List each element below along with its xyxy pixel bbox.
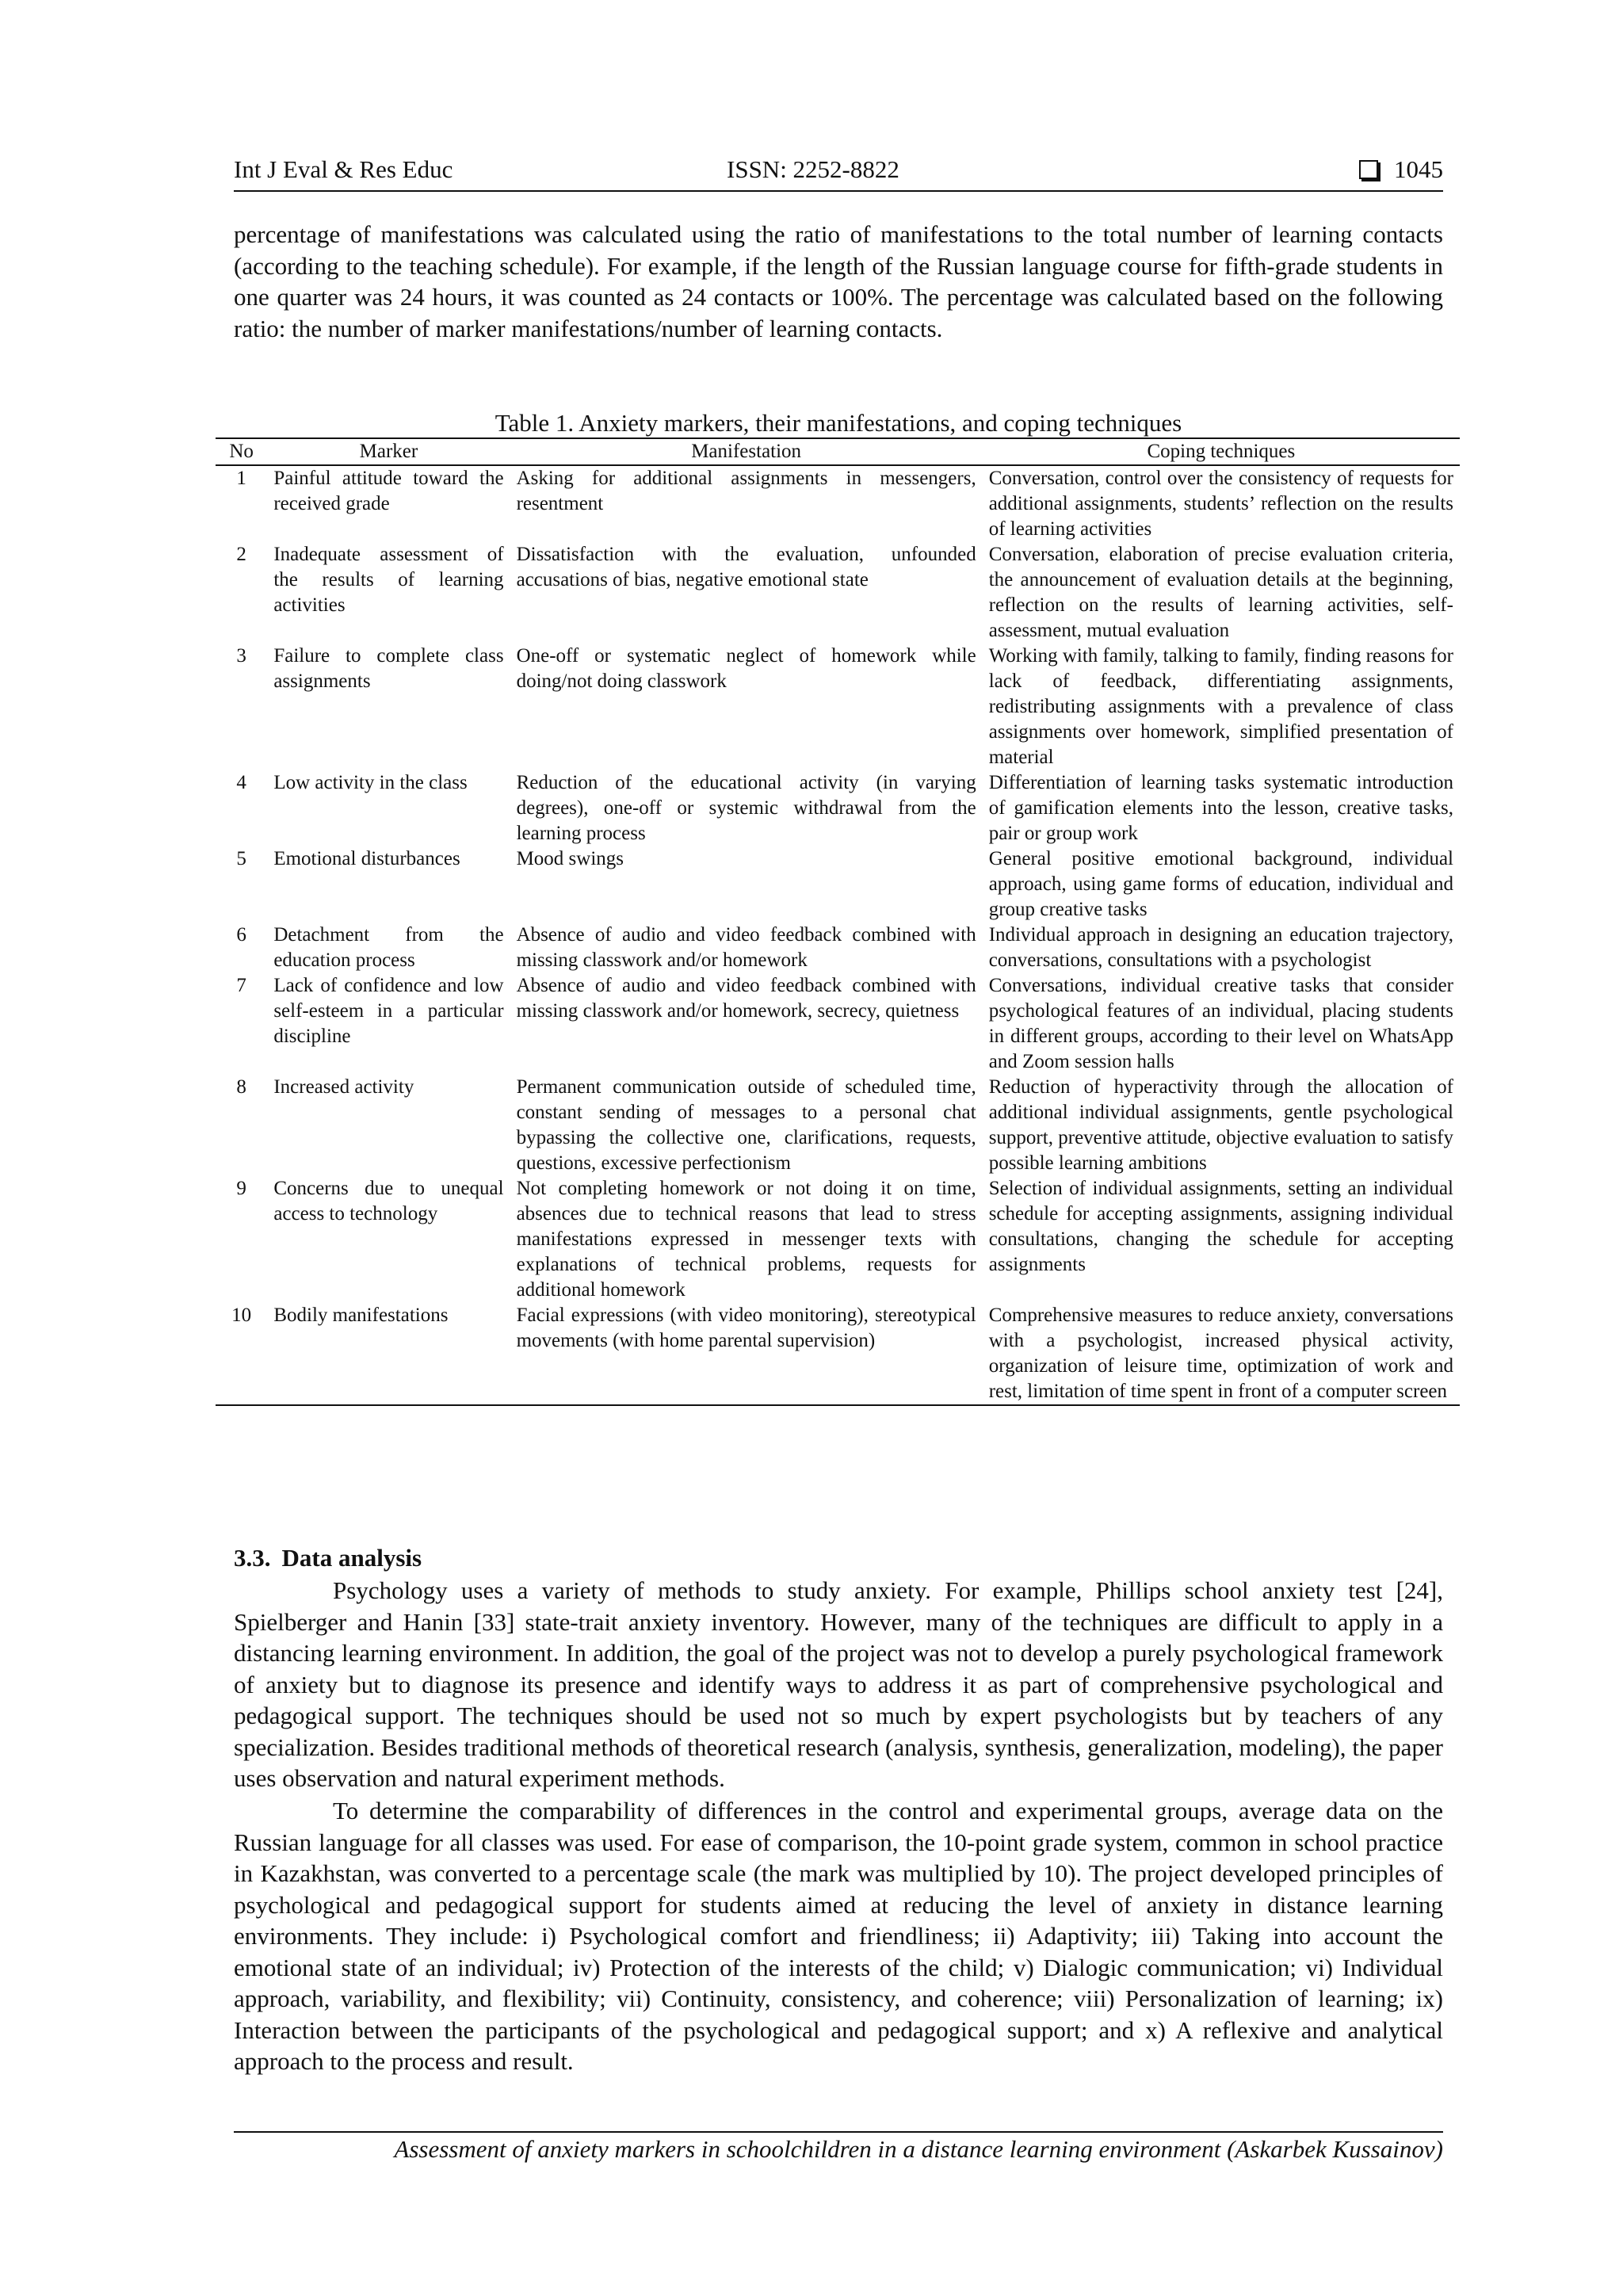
header-manifestation: Manifestation: [510, 438, 983, 465]
table-row: [216, 973, 1460, 1075]
cell-no: 6: [236, 924, 246, 946]
intro-paragraph: percentage of manifestations was calculated using the ratio of manifestations to the total number of learning contacts (according to the teaching schedule). For example, if the length of the Russian language course for fifth-grade students in one quarter was 24 hours, it was counted as 24 contacts or 100%. The percentage was calculated based on the following ratio: the number of marker manifestations/number of learning contacts.: [234, 220, 1443, 342]
cell-coping: Individual approach in designing an education trajectory, conversations, consultations with a psychologist: [988, 924, 1453, 971]
table-row: [216, 923, 1460, 973]
cell-coping: Selection of individual assignments, setting an individual schedule for accepting assignments, assigning individual consultations, changing the schedule for accepting assignments: [988, 1178, 1453, 1275]
cell-marker: Detachment from the education process: [273, 924, 504, 971]
cell-marker: Painful attitude toward the received grade: [273, 468, 504, 514]
header-coping: Coping techniques: [983, 438, 1460, 465]
cell-manifestation: Absence of audio and video feedback combined with missing classwork and/or homework, secrecy, quietness: [516, 975, 976, 1022]
cell-marker: Concerns due to unequal access to technology: [273, 1178, 504, 1224]
cell-manifestation: Absence of audio and video feedback combined with missing classwork and/or homework: [516, 924, 976, 971]
cell-marker: Increased activity: [273, 1076, 414, 1098]
cell-no: 7: [236, 975, 246, 996]
cell-no: 4: [236, 772, 246, 793]
issn: ISSN: 2252-8822: [727, 155, 899, 183]
cell-manifestation: Dissatisfaction with the evaluation, unfounded accusations of bias, negative emotional state: [516, 544, 976, 590]
cell-coping: Working with family, talking to family, finding reasons for lack of feedback, differentiating assignments, redistributing assignments with a prevalence of class assignments over homework, simplified presentation of material: [988, 645, 1454, 768]
cell-no: 5: [236, 848, 246, 869]
cell-marker: Low activity in the class: [273, 772, 468, 793]
section-number: 3.3.: [234, 1544, 271, 1572]
table-row: [216, 1176, 1460, 1303]
section-title: Data analysis: [281, 1544, 422, 1572]
table-row: [216, 1075, 1460, 1176]
section-paragraph-2: To determine the comparability of differences in the control and experimental groups, average data on the Russian language for all classes was used. For ease of comparison, the 10-point grade system, common in school practice in Kazakhstan, was converted to a percentage scale (the mark was multiplied by 10). The project developed principles of psychological and pedagogical support for students aimed at reducing the level of anxiety in distance learning environments. They include: i) Psychological comfort and friendliness; ii) Adaptivity; iii) Taking into account the emotional state of an individual; iv) Protection of the interests of the child; v) Dialogic communication; vi) Individual approach, variability, and flexibility; vii) Continuity, consistency, and coherence; viii) Personalization of learning; ix) Interaction between the participants of the psychological and pedagogical support; and x) A reflexive and analytical approach to the process and result.: [234, 1797, 1443, 2075]
section-paragraph-1: Psychology uses a variety of methods to study anxiety. For example, Phillips school anxiety test [24], Spielberger and Hanin [33] state-trait anxiety inventory. However, many of the techniques are difficult to apply in a distancing learning environment. In addition, the goal of the project was not to develop a purely psychological framework of anxiety but to diagnose its presence and identify ways to address it as part of comprehensive psychological and pedagogical support. The techniques should be used not so much by expert psychologists but by teachers of any specialization. Besides traditional methods of theoretical research (analysis, synthesis, generalization, modeling), the paper uses observation and natural experiment methods.: [234, 1576, 1443, 1792]
cell-manifestation: Not completing homework or not doing it on time, absences due to technical reasons that lead to stress manifestations expressed in messenger texts with explanations of technical problems, requests for additional homework: [516, 1178, 976, 1301]
running-footer: Assessment of anxiety markers in schoolchildren in a distance learning environment (Askarbek Kussainov): [394, 2135, 1443, 2163]
section-heading: [234, 1544, 422, 1572]
cell-coping: Conversations, individual creative tasks that consider psychological features of an individual, placing students in different groups, according to their level on WhatsApp and Zoom session halls: [988, 975, 1453, 1072]
footer-rule: [234, 2131, 1443, 2133]
cell-no: 3: [236, 645, 246, 667]
cell-no: 9: [236, 1178, 246, 1199]
cell-coping: Differentiation of learning tasks systematic introduction of gamification elements into the lesson, creative tasks, pair or group work: [988, 772, 1453, 844]
cell-no: 2: [236, 544, 246, 565]
table-row: [216, 770, 1460, 846]
table-row: [216, 1303, 1460, 1405]
cell-manifestation: One-off or systematic neglect of homework while doing/not doing classwork: [516, 645, 976, 692]
cell-manifestation: Asking for additional assignments in messengers, resentment: [516, 468, 976, 514]
cell-manifestation: Facial expressions (with video monitoring), stereotypical movements (with home parental supervision): [510, 1303, 983, 1405]
cell-manifestation: Permanent communication outside of scheduled time, constant sending of messages to a personal chat bypassing the collective one, clarifications, requests, questions, excessive perfectionism: [516, 1076, 976, 1174]
table-row: [216, 846, 1460, 923]
cell-marker: Bodily manifestations: [267, 1303, 510, 1405]
page-number: 1045: [1394, 155, 1443, 183]
cell-coping: Comprehensive measures to reduce anxiety, conversations with a psychologist, increased physical activity, organization of leisure time, optimization of work and rest, limitation of time spent in front of a computer screen: [983, 1303, 1460, 1405]
table-row: [216, 644, 1460, 770]
cell-no: 10: [216, 1303, 267, 1405]
cell-coping: Reduction of hyperactivity through the allocation of additional individual assignments, gentle psychological support, preventive attitude, objective evaluation to satisfy possible learning ambitions: [988, 1076, 1453, 1174]
cell-marker: Inadequate assessment of the results of learning activities: [273, 544, 504, 616]
table-row: [216, 542, 1460, 644]
table-caption: Table 1. Anxiety markers, their manifestations, and coping techniques: [495, 409, 1182, 437]
cell-manifestation: Mood swings: [516, 848, 624, 869]
table-header-row: [216, 438, 1460, 465]
header-rule: [234, 190, 1443, 192]
table-row: [216, 465, 1460, 542]
journal-name: Int J Eval & Res Educ: [234, 155, 453, 183]
header-no: No: [216, 438, 267, 465]
cell-manifestation: Reduction of the educational activity (in varying degrees), one-off or systemic withdrawal from the learning process: [516, 772, 976, 844]
cell-no: 1: [236, 468, 246, 489]
cell-marker: Emotional disturbances: [273, 848, 460, 869]
cell-marker: Failure to complete class assignments: [273, 645, 504, 692]
cell-coping: Conversation, control over the consistency of requests for additional assignments, students’ reflection on the results of learning activities: [988, 468, 1453, 540]
header-marker: Marker: [267, 438, 510, 465]
checkbox-square-icon: [1359, 160, 1378, 179]
cell-coping: Conversation, elaboration of precise evaluation criteria, the announcement of evaluation details at the beginning, reflection on the results of learning activities, self-assessment, mutual evaluation: [988, 544, 1453, 641]
cell-no: 8: [236, 1076, 246, 1098]
cell-coping: General positive emotional background, individual approach, using game forms of education, individual and group creative tasks: [988, 848, 1453, 920]
running-header: [234, 155, 1443, 190]
anxiety-markers-table: [216, 437, 1460, 1406]
cell-marker: Lack of confidence and low self-esteem in a particular discipline: [273, 975, 504, 1047]
